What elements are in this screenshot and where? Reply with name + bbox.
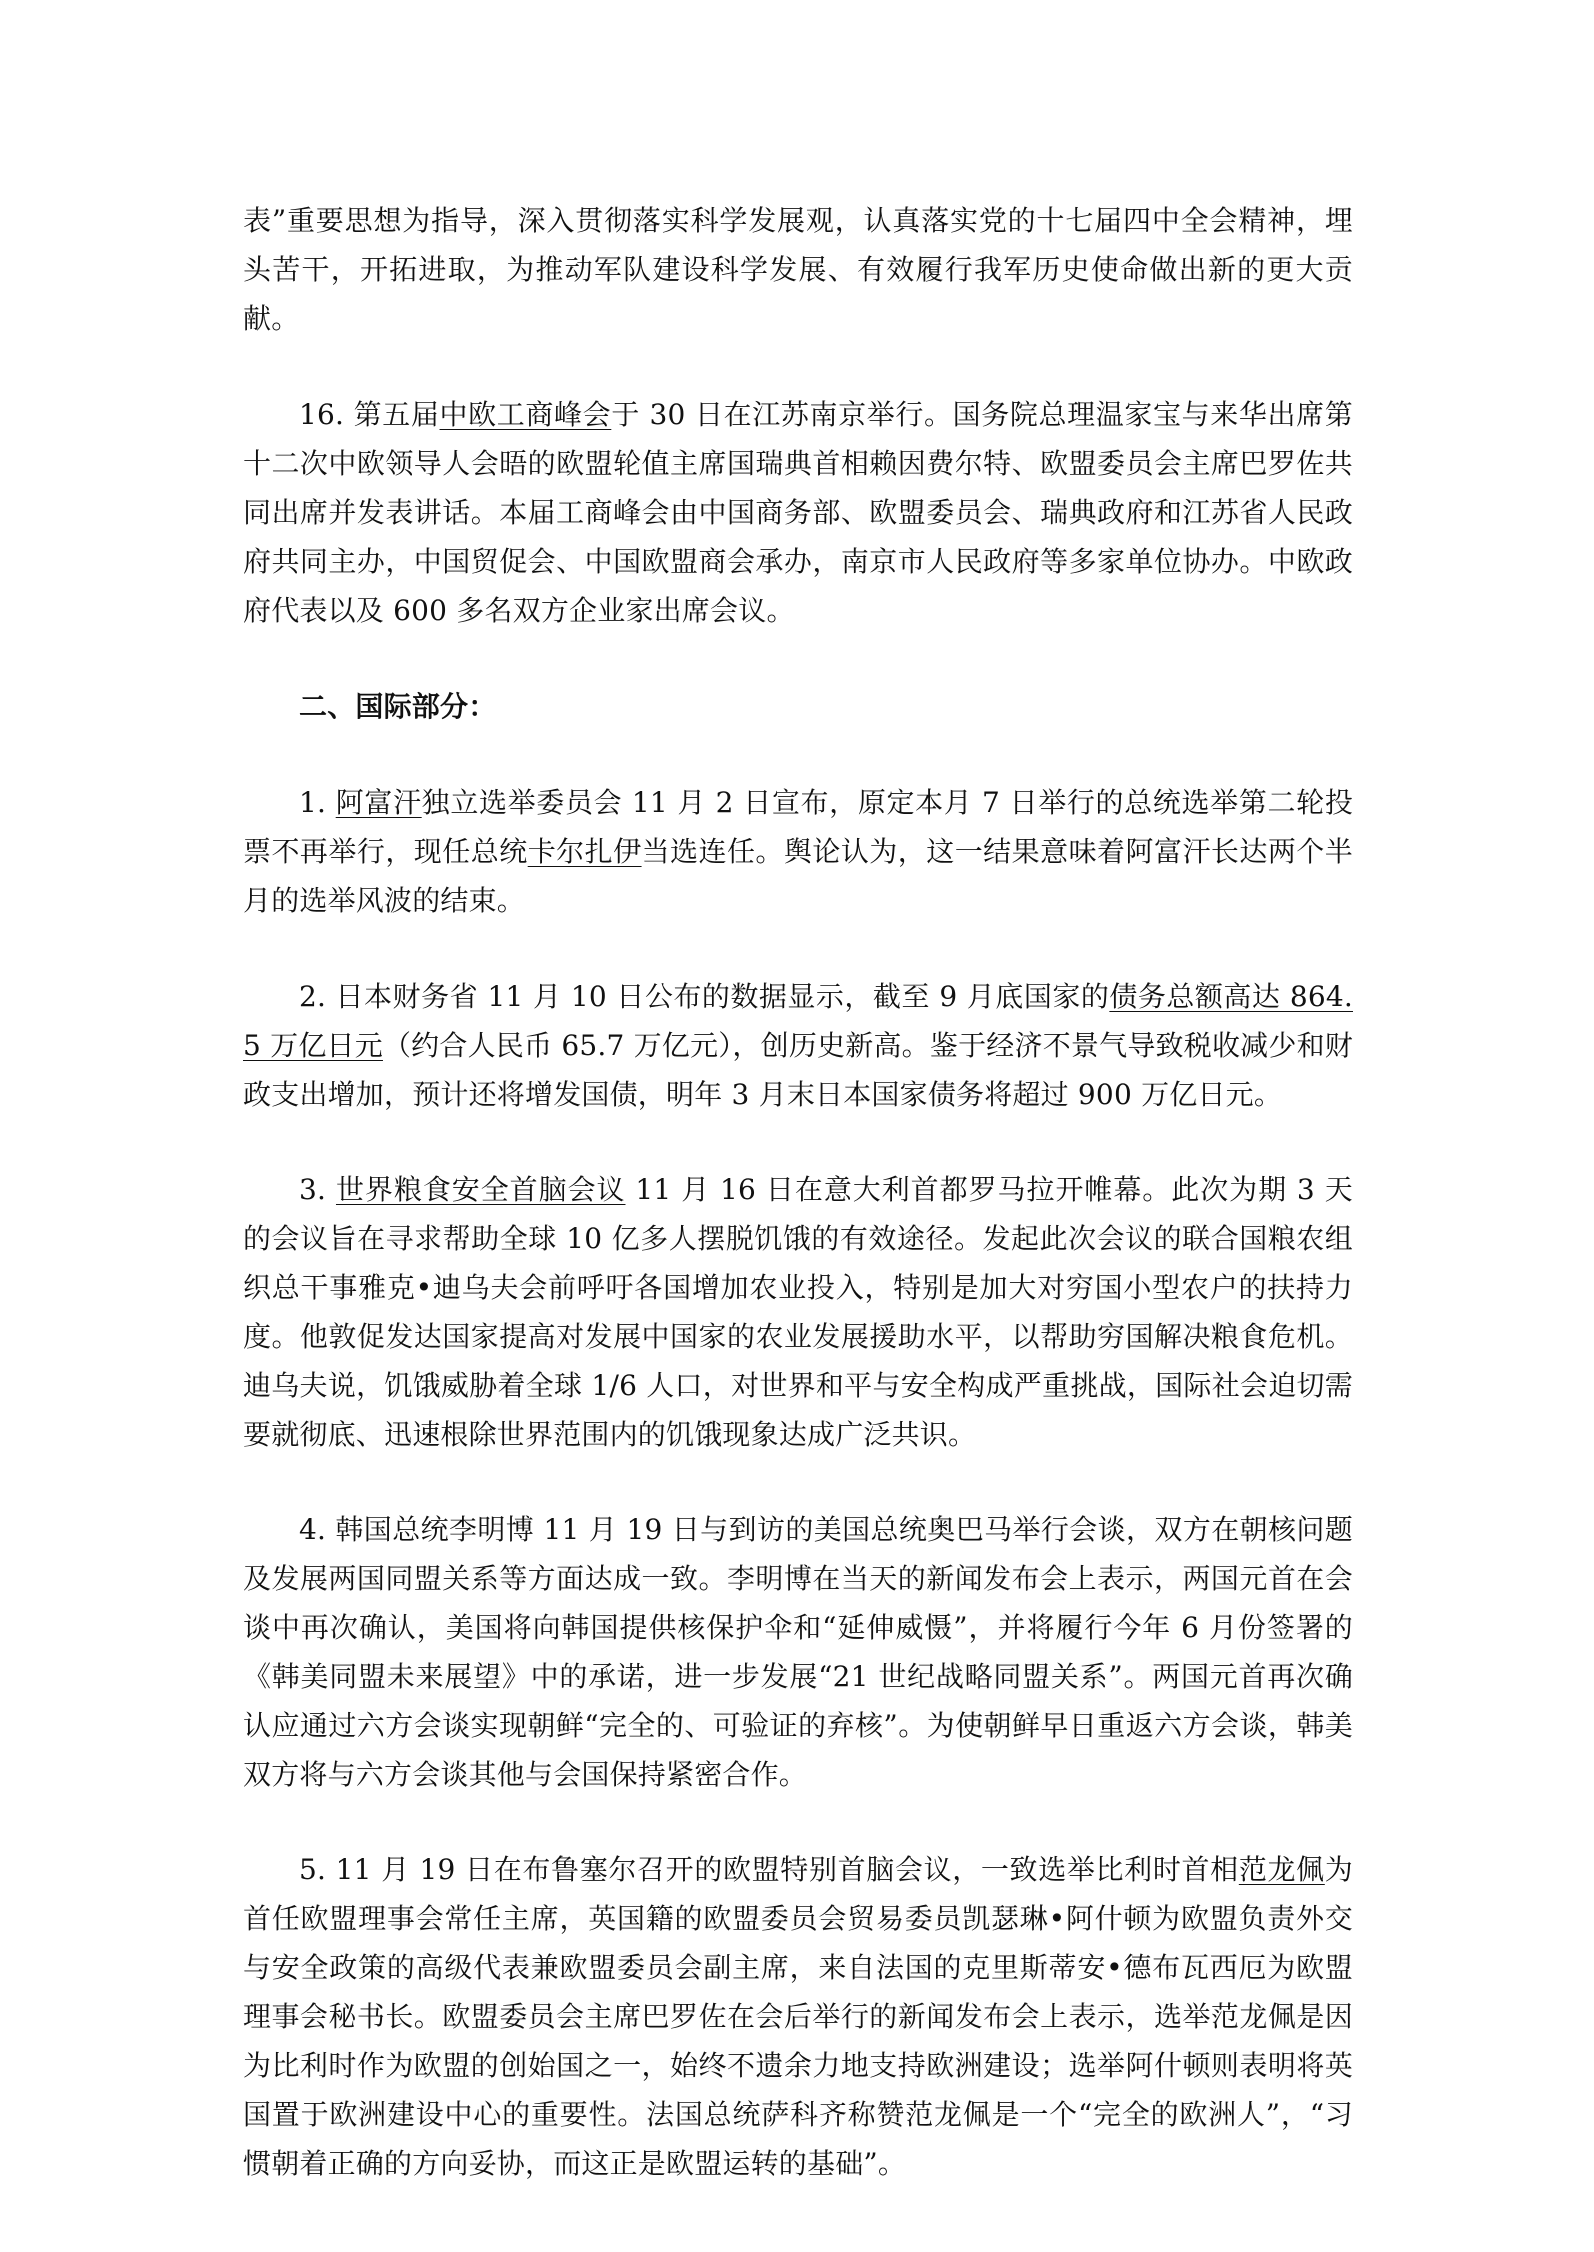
intl-item-3-link-food-summit[interactable]: 世界粮食安全首脑会议 bbox=[335, 1173, 626, 1206]
intl-item-3-number: 3. bbox=[299, 1173, 336, 1206]
item-16-paragraph bbox=[243, 390, 1353, 635]
intl-item-5-link-van-rompuy[interactable]: 范龙佩 bbox=[1238, 1853, 1325, 1886]
continuation-paragraph: 表”重要思想为指导，深入贯彻落实科学发展观，认真落实党的十七届四中全会精神，埋头苦干，开拓进取，为推动军队建设科学发展、有效履行我军历史使命做出新的更大贡献。 bbox=[243, 204, 1353, 335]
intl-item-3 bbox=[243, 1165, 1353, 1459]
item-16-link[interactable]: 中欧工商峰会 bbox=[439, 398, 612, 431]
intl-item-2-text: 2. 日本财务省 11 月 10 日公布的数据显示，截至 9 月底国家的 bbox=[299, 980, 1110, 1013]
intl-item-1-number: 1. bbox=[299, 786, 336, 819]
section-heading: 二、国际部分： bbox=[299, 690, 497, 723]
item-16-text: 于 30 日在江苏南京举行。国务院总理温家宝与来华出席第十二次中欧领导人会晤的欧盟轮值主席国瑞典首相赖因费尔特、欧盟委员会主席巴罗佐共同出席并发表讲话。本届工商峰会由中国商务部、欧盟委员会、瑞典政府和江苏省人民政府共同主办，中国贸促会、中国欧盟商会承办，南京市人民政府等多家单位协办。中欧政府代表以及 600 多名双方企业家出席会议。 bbox=[243, 398, 1353, 627]
intl-item-2-link-debt[interactable]: 债务总额高达 864.5 万亿日元 bbox=[243, 980, 1353, 1062]
intl-item-1-text: 独立选举委员会 11 月 2 日宣布，原定本月 7 日举行的总统选举第二轮投票不再举行，现任总统 bbox=[243, 786, 1354, 868]
intl-item-2-text-end: （约合人民币 65.7 万亿元），创历史新高。鉴于经济不景气导致税收减少和财政支出增加，预计还将增发国债，明年 3 月末日本国家债务将超过 900 万亿日元。 bbox=[243, 1029, 1354, 1111]
intl-item-5-text: 5. 11 月 19 日在布鲁塞尔召开的欧盟特别首脑会议，一致选举比利时首相 bbox=[299, 1853, 1239, 1886]
intl-item-1 bbox=[243, 778, 1353, 925]
intl-item-4 bbox=[243, 1505, 1353, 1799]
intl-item-4-text: 4. 韩国总统李明博 11 月 19 日与到访的美国总统奥巴马举行会谈，双方在朝核问题及发展两国同盟关系等方面达成一致。李明博在当天的新闻发布会上表示，两国元首在会谈中再次确认，美国将向韩国提供核保护伞和“延伸威慑”，并将履行今年 6 月份签署的《韩美同盟未来展望》中的承诺，进一步发展“21 世纪战略同盟关系”。两国元首再次确认应通过六方会谈实现朝鲜“完全的、可验证的弃核”。为使朝鲜早日重返六方会谈，韩美双方将与六方会谈其他与会国保持紧密合作。 bbox=[243, 1513, 1353, 1791]
document-body bbox=[243, 196, 1353, 2188]
intl-item-5 bbox=[243, 1845, 1353, 2188]
intl-item-1-text-end: 当选连任。舆论认为，这一结果意味着阿富汗长达两个半月的选举风波的结束。 bbox=[243, 835, 1353, 917]
intl-item-1-link-karzai[interactable]: 卡尔扎伊 bbox=[527, 835, 642, 868]
intl-item-3-text: 11 月 16 日在意大利首都罗马拉开帷幕。此次为期 3 天的会议旨在寻求帮助全球 10 亿多人摆脱饥饿的有效途径。发起此次会议的联合国粮农组织总干事雅克•迪乌夫会前呼吁各国增加农业投入，特别是加大对穷国小型农户的扶持力度。他敦促发达国家提高对发展中国家的农业发展援助水平，以帮助穷国解决粮食危机。迪乌夫说，饥饿威胁着全球 1/6 人口，对世界和平与安全构成严重挑战，国际社会迫切需要就彻底、迅速根除世界范围内的饥饿现象达成广泛共识。 bbox=[243, 1173, 1353, 1451]
intl-item-1-link-afghanistan[interactable]: 阿富汗 bbox=[335, 786, 422, 819]
intl-item-5-text-end: 为首任欧盟理事会常任主席，英国籍的欧盟委员会贸易委员凯瑟琳•阿什顿为欧盟负责外交与安全政策的高级代表兼欧盟委员会副主席，来自法国的克里斯蒂安•德布瓦西厄为欧盟理事会秘书长。欧盟委员会主席巴罗佐在会后举行的新闻发布会上表示，选举范龙佩是因为比利时作为欧盟的创始国之一，始终不遗余力地支持欧洲建设；选举阿什顿则表明将英国置于欧洲建设中心的重要性。法国总统萨科齐称赞范龙佩是一个“完全的欧洲人”，“习惯朝着正确的方向妥协，而这正是欧盟运转的基础”。 bbox=[243, 1853, 1353, 2180]
item-16-prefix: 16. 第五届 bbox=[299, 398, 440, 431]
intl-item-2 bbox=[243, 972, 1353, 1119]
